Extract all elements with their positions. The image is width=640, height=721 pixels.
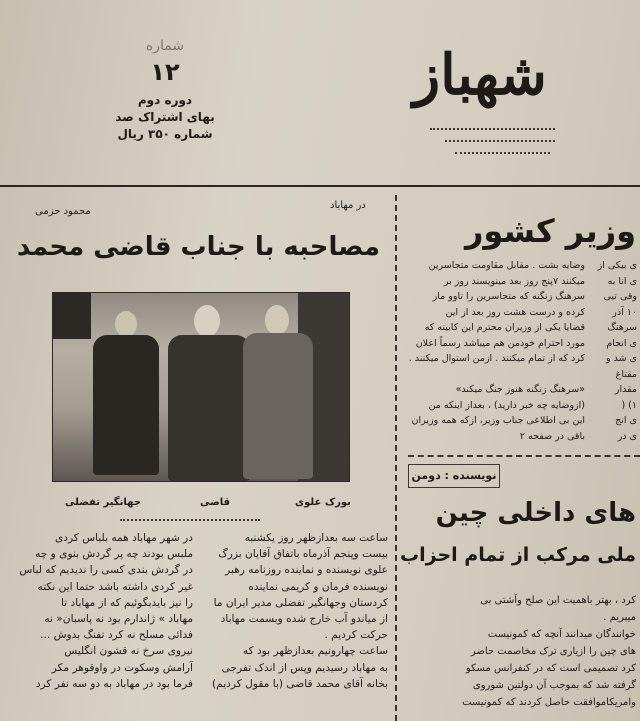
interview-photo [52,292,350,482]
china-headline: های داخلی چین [435,498,636,528]
caption-left: بورک علوی [295,497,351,508]
masthead-ornament [445,140,555,142]
minister-headline: وزیر کشور [464,212,636,250]
author-byline: محمود حزمی [35,206,91,217]
column-divider [395,195,397,721]
issue-number: ۱۲ [150,58,180,86]
china-subhead: ملی مرکب از تمام احزاب [400,544,636,566]
china-author-box [408,464,500,488]
minister-column-a: وضایه بشت . مقابل مقاومت متجاسرین میکنند ۷پنج روز بعد مینویسند روز بر سرهنگ زنگنه که متجاسرین را تاوو مار کرده و درست هشت روز بعد از این قضایا یکی از وزیران محترم این کابینه که مورد احترام خودمن هم میباشد رسماً اعلان کرد که از تمام میکنند . ازمن استوال میکنند . «سرهنگ زنگنه هنوز جنگ میکند» (ازوضایه چه خبر دارید) ، بعداز اینکه من این بی اطلاعی جناب وزیر، ازکه همه وزیران باقی در صفحه ۲ [408,260,585,442]
caption-right: جهانگیر تفضلی [65,497,141,508]
masthead-title: شهباز [413,42,547,108]
minister-column-b: ی بیکی از ی انا به وقی تیی ۱۰ آذر سرهنگ ی انجام ی شد و مقتاغ مقدار ۱) ( ی انج ی در [597,260,637,442]
subscription-line: بهای اشتراک صد [115,110,215,124]
caption-ornament [120,519,260,521]
china-column: کرد ، بهتر باهمیت این صلح وآشتی بی میبریم . خوانندگان میدانند آنچه که کمونیست های چین را ازیاری ترک مخاصمت حاضر کرد تصمیمی است که در کنفرانس مسکو گرفته شد که بموجب آن دولتین شوروی وامریکاموافقت حاصل کردند که کمونیست [462,595,636,708]
header-rule [0,185,640,187]
china-author: نویسنده : دومن [411,469,497,482]
issue-period: دوره دوم [137,93,193,107]
masthead-ornament [455,152,550,154]
section-divider [408,455,640,457]
interview-column-1: در شهر مهاباد همه بلباس کردی ملبس بودند چه پر گردش بنوی و چه در گردش بندی کسی را ندیدیم که لباس غیر کردی داشته باشد حتما این نکته را نیز بایدبگوئیم که از مهاباد تا مهاباد » ژاندارم بود نه پاسبان« نه فدائی مسلح نه کرد تفنگ بدوش ... نیروی سرخ نه قشون انگلیس آرامش وسکوت در واوقوهر مکر فرما بود در مهاباد به دو سه نفر کرد [19,532,193,690]
price-line: شماره ۳۵۰ ریال [117,127,213,141]
masthead-ornament [430,128,555,130]
caption-center: قاضی [200,497,231,508]
interview-headline: مصاحبه با جناب قاضی محمد [16,232,380,262]
issue-info [95,38,235,143]
interview-column-2: ساعت سه بعدازظهر روز یکشنبه بیست وپنجم آذرماه باتفاق آقایان بزرگ علوی نویسنده و نماینده روزنامه رهبر نویسنده فرمان و کریمی نماینده کردستان وجهانگیر تفضلی مدیر ایران ما از میاندو آب خارج شده وبسمت مهاباد حرکت کردیم . ساعت چهارونیم بعدازظهر بود که به مهاباد رسیدیم وپس از اندک تفرجی بخانه آقای محمد قاضی (با مقول کردیم) [212,532,388,690]
issue-label: شماره [145,38,185,54]
dateline: در مهاباد [330,200,366,211]
